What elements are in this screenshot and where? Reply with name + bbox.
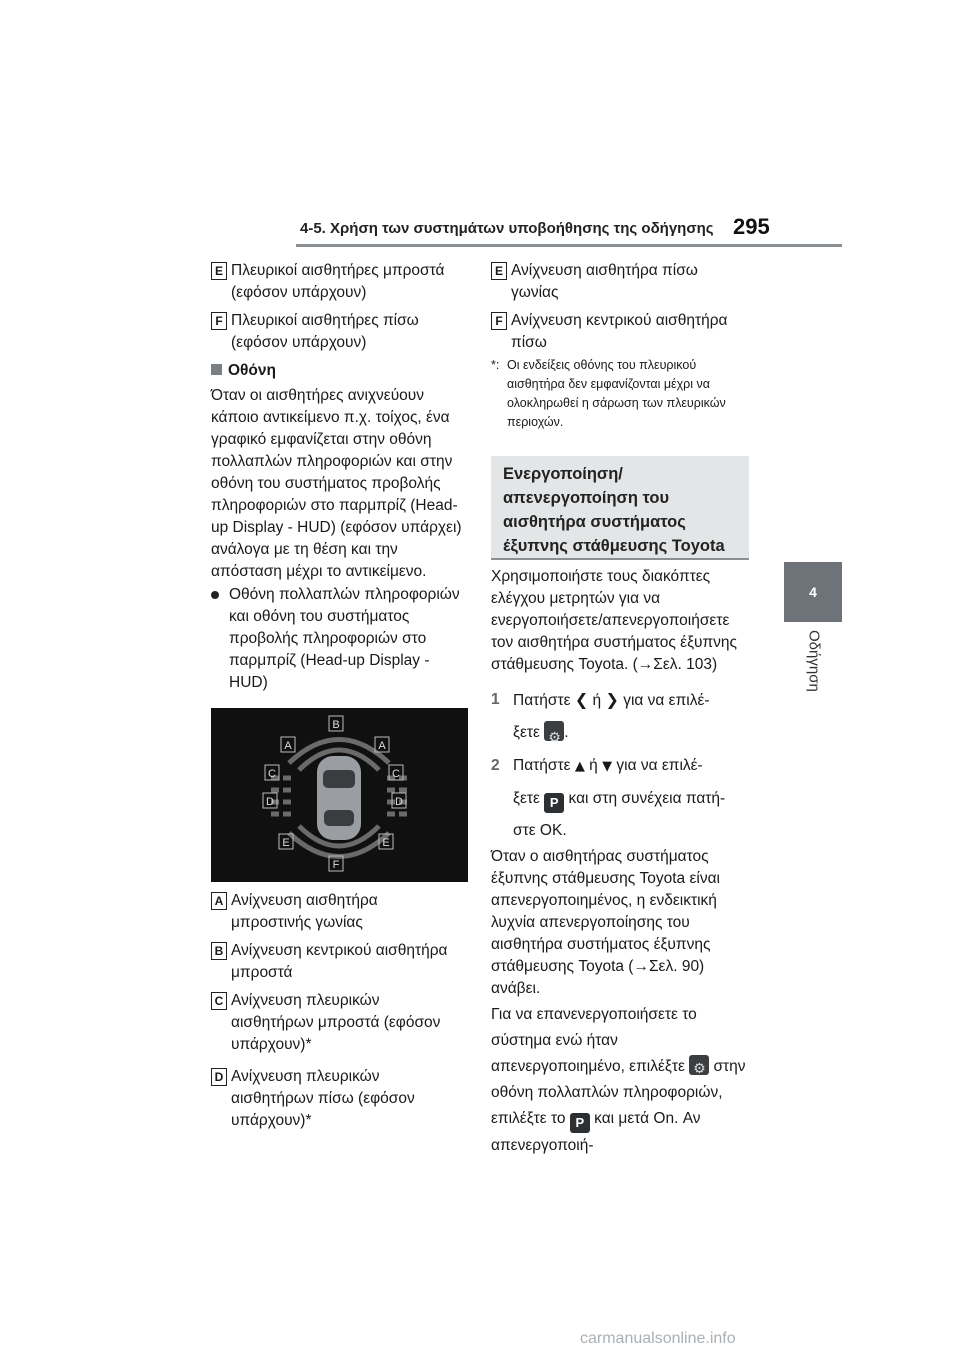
chevron-right-icon: ❯ (605, 690, 619, 709)
step-text: Πατήστε (513, 757, 571, 774)
legend-text: Ανίχνευση πλευρικών αισθητήρων μπροστά (εφόσον υπάρχουν)* (231, 992, 441, 1053)
settings-gear-icon (544, 721, 564, 741)
sensor-diagram (211, 708, 468, 882)
diagram-label-c: C (392, 768, 400, 780)
legend-item-c (211, 990, 451, 1056)
reenable-paragraph (491, 1002, 749, 1159)
intro-paragraph: Χρησιμοποιήστε τους διακόπτες ελέγχου μετρητών για να ενεργοποιήσετε/απενεργοποιήσετε τον αισθητήρα συστήματος έξυπνης στάθμευσης Toyota. (→Σελ. 103) (491, 568, 738, 673)
badge-e: E (491, 262, 507, 280)
parking-sensor-icon: P (570, 1113, 590, 1133)
display-heading: Οθόνη (211, 360, 471, 382)
badge-a: A (211, 892, 227, 910)
diagram-label-d: D (266, 796, 274, 808)
badge-b: B (211, 942, 227, 960)
chevron-up-icon: ▲ (574, 759, 585, 774)
chapter-label: Οδήγηση (805, 630, 823, 692)
diagram-label-c: C (268, 768, 276, 780)
header-title: 4-5. Χρήση των συστημάτων υποβοήθησης της οδήγησης (300, 220, 714, 237)
reenable-text: στην οθόνη πολλαπλών πληροφοριών, επιλέξτε το (491, 1058, 746, 1127)
step-number: 1 (491, 691, 500, 708)
diagram-label-a: A (284, 740, 292, 752)
step-text: Πατήστε (513, 692, 571, 709)
bullet-text: Οθόνη πολλαπλών πληροφοριών και οθόνη του συστήματος προβολής πληροφοριών στο παρμπρίζ (Head-up Display - HUD) (229, 586, 460, 691)
step-text: ξετε (513, 790, 540, 807)
diagram-label-a: A (378, 740, 386, 752)
page-number: 295 (733, 214, 770, 239)
parking-sensor-icon: P (544, 793, 564, 813)
diagram-label-d: D (395, 796, 403, 808)
square-bullet-icon (211, 364, 222, 375)
watermark: carmanualsonline.info (580, 1330, 736, 1347)
step-text: ή (589, 757, 598, 774)
badge-f: F (211, 312, 227, 330)
chevron-down-icon: ▼ (602, 759, 613, 774)
step-text: και στη συνέχεια πατή- (568, 790, 726, 807)
chapter-tab[interactable]: 4 (784, 562, 842, 622)
settings-gear-icon (689, 1055, 709, 1075)
legend-item-e (491, 260, 731, 304)
legend-text: Ανίχνευση κεντρικού αισθητήρα μπροστά (231, 942, 448, 981)
footnote-text: Οι ενδείξεις οθόνης του πλευρικού αισθητήρα δεν εμφανίζονται μέχρι να ολοκληρωθεί η σάρωση των πλευρικών περιοχών. (507, 358, 726, 429)
legend-text: Ανίχνευση αισθητήρα πίσω γωνίας (511, 262, 698, 301)
step-text: για να επιλέ- (623, 692, 710, 709)
badge-e: E (211, 262, 227, 280)
badge-d: D (211, 1068, 227, 1086)
step-text: ή (592, 692, 602, 709)
legend-item-e (211, 260, 451, 304)
display-paragraph: Όταν οι αισθητήρες ανιχνεύουν κάποιο αντικείμενο π.χ. τοίχος, ένα γραφικό εμφανίζεται στην οθόνη πολλαπλών πληροφοριών και στην οθόνη του συστήματος προβολής πληροφοριών στο παρμπρίζ (Head-up Display - HUD) (εφόσον υπάρχει) ανάλογα με τη θέση και την απόσταση μέχρι το αντικείμενο. (211, 387, 462, 580)
step-text: για να επιλέ- (616, 757, 703, 774)
legend-item-b (211, 940, 451, 984)
legend-item-f (491, 310, 731, 354)
ok-button-label: OK (539, 822, 563, 839)
legend-item-f (211, 310, 451, 354)
bullet-item (211, 584, 461, 694)
legend-item-a (211, 890, 451, 934)
step-text: στε (513, 822, 536, 839)
section-heading-box (491, 456, 749, 560)
legend-text: Ανίχνευση αισθητήρα μπροστινής γωνίας (231, 892, 378, 931)
footnote (491, 356, 749, 432)
chevron-left-icon: ❮ (574, 690, 589, 709)
off-paragraph: Όταν ο αισθητήρας συστήματος έξυπνης στάθμευσης Toyota είναι απενεργοποιημένος, η ενδεικτική λυχνία απενεργοποίησης του αισθητήρα συστήματος έξυπνης στάθμευσης Toyota (→Σελ. 90) ανάβει. (491, 848, 720, 997)
section-title: Ενεργοποίηση/απενεργοποίηση του αισθητήρα συστήματος έξυπνης στάθμευσης Toyota (503, 465, 725, 555)
legend-text: Ανίχνευση πλευρικών αισθητήρων πίσω (εφόσον υπάρχουν)* (231, 1068, 415, 1129)
legend-text: Ανίχνευση κεντρικού αισθητήρα πίσω (511, 312, 728, 351)
diagram-label-b: B (332, 719, 340, 731)
reenable-text: και μετά On. Αν απενεργοποιή- (491, 1110, 701, 1154)
diagram-label-e: E (382, 837, 390, 849)
step-text: ξετε (513, 724, 540, 741)
diagram-label-e: E (282, 837, 290, 849)
header-rule (296, 244, 842, 247)
step-number: 2 (491, 757, 500, 774)
legend-text: Πλευρικοί αισθητήρες μπροστά (εφόσον υπάρχουν) (231, 262, 445, 301)
footnote-marker: *: (491, 358, 500, 372)
legend-text: Πλευρικοί αισθητήρες πίσω (εφόσον υπάρχουν) (231, 312, 419, 351)
diagram-label-f: F (332, 859, 340, 871)
bullet-icon (211, 591, 219, 599)
reenable-text: Για να επανενεργοποιήσετε το σύστημα ενώ ήταν απενεργοποιημένο, επιλέξτε (491, 1006, 697, 1075)
badge-f: F (491, 312, 507, 330)
legend-item-d (211, 1066, 451, 1132)
step-2: 2 Πατήστε ▲ ή ▼ για να επιλέ- ξετε P και στη συνέχεια πατή- στε OK. (491, 750, 749, 847)
step-1: 1 Πατήστε ❮ ή ❯ για να επιλέ- ξετε ⚙ . (491, 684, 749, 749)
parking-sensor-display-image (211, 708, 468, 882)
badge-c: C (211, 992, 227, 1010)
